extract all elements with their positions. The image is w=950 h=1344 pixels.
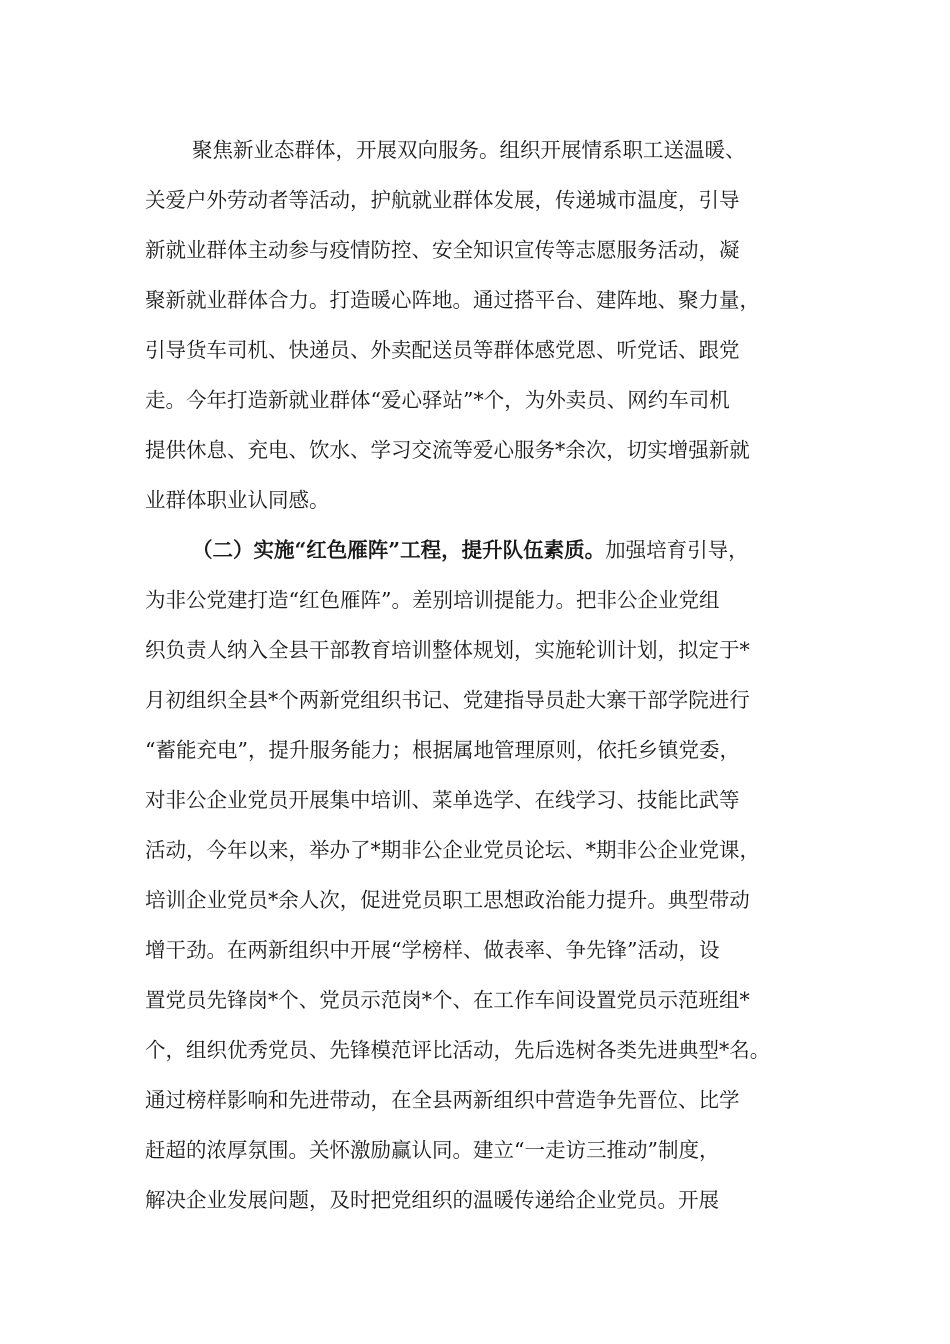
- paragraph-2-line-9: 增干劲。在两新组织中开展“学榜样、做表率、争先锋”活动，设: [145, 938, 720, 962]
- paragraph-1-line-8: 业群体职业认同感。: [145, 488, 330, 512]
- paragraph-2-line-7: 活动，今年以来，举办了*期非公企业党员论坛、*期非公企业党课，: [145, 838, 760, 862]
- paragraph-2-line-1: [192, 540, 749, 561]
- paragraph-1-line-2: 关爱户外劳动者等活动，护航就业群体发展，传递城市温度，引导: [145, 188, 740, 212]
- paragraph-2-line-5: “蓄能充电”，提升服务能力；根据属地管理原则，依托乡镇党委，: [145, 738, 740, 762]
- section-heading: （二）实施“红色雁阵”工程，提升队伍素质。: [192, 538, 606, 562]
- paragraph-1-line-1: 聚焦新业态群体，开展双向服务。组织开展情系职工送温暖、: [192, 138, 746, 162]
- paragraph-1-line-5: 引导货车司机、快递员、外卖配送员等群体感党恩、听党话、跟党: [145, 338, 740, 362]
- paragraph-1-line-7: 提供休息、充电、饮水、学习交流等爱心服务*余次，切实增强新就: [145, 438, 750, 462]
- paragraph-2-line-14: 解决企业发展问题，及时把党组织的温暖传递给企业党员。开展: [145, 1188, 719, 1212]
- paragraph-1-line-4: 聚新就业群体合力。打造暖心阵地。通过搭平台、建阵地、聚力量，: [145, 288, 760, 312]
- paragraph-1-line-6: 走。今年打造新就业群体“爱心驿站”*个，为外卖员、网约车司机: [145, 388, 730, 412]
- section-heading-continuation: 加强培育引导，: [605, 538, 749, 562]
- paragraph-2-line-6: 对非公企业党员开展集中培训、菜单选学、在线学习、技能比武等: [145, 788, 740, 812]
- paragraph-1-line-3: 新就业群体主动参与疫情防控、安全知识宣传等志愿服务活动，凝: [145, 238, 740, 262]
- paragraph-2-line-8: 培训企业党员*余人次，促进党员职工思想政治能力提升。典型带动: [145, 888, 750, 912]
- paragraph-2-line-2: 为非公党建打造“红色雁阵”。差别培训提能力。把非公企业党组: [145, 588, 720, 612]
- paragraph-2-line-10: 置党员先锋岗*个、党员示范岗*个、在工作车间设置党员示范班组*: [145, 988, 750, 1012]
- paragraph-2-line-12: 通过榜样影响和先进带动，在全县两新组织中营造争先晋位、比学: [145, 1088, 740, 1112]
- paragraph-2-line-11: 个，组织优秀党员、先锋模范评比活动，先后选树各类先进典型*名。: [145, 1038, 771, 1062]
- paragraph-2-line-13: 赶超的浓厚氛围。关怀激励赢认同。建立“一走访三推动”制度，: [145, 1138, 720, 1162]
- paragraph-2-line-4: 月初组织全县*个两新党组织书记、党建指导员赴大寨干部学院进行: [145, 688, 750, 712]
- paragraph-2-line-3: 织负责人纳入全县干部教育培训整体规划，实施轮训计划，拟定于*: [145, 638, 750, 662]
